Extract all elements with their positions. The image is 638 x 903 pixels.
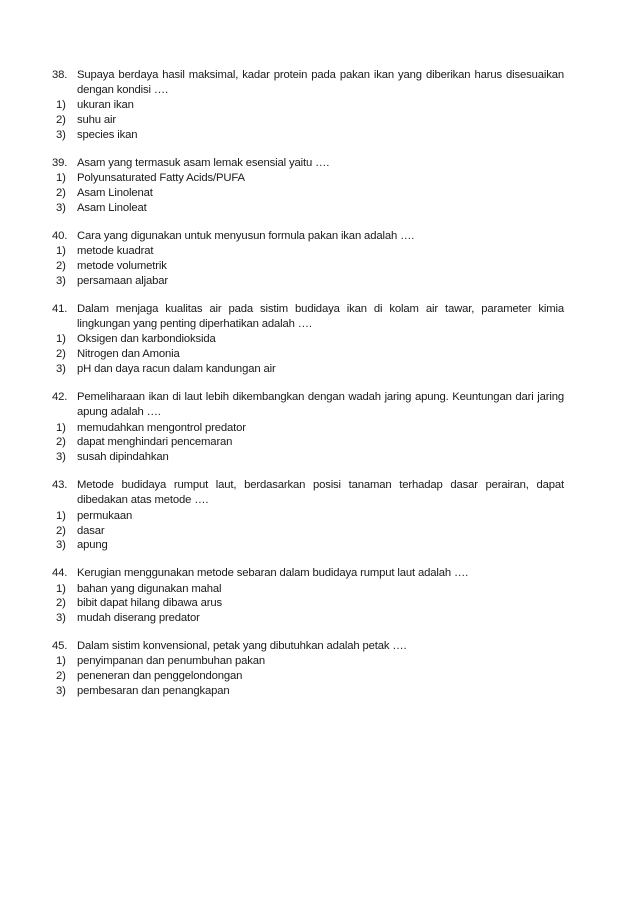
option-text: pH dan daya racun dalam kandungan air xyxy=(77,363,276,376)
option-2 xyxy=(0,347,638,362)
option-2 xyxy=(0,669,638,684)
question-stem xyxy=(0,156,638,171)
option-number: 3) xyxy=(56,612,66,625)
option-text: apung xyxy=(77,539,108,552)
option-1 xyxy=(0,332,638,347)
option-number: 1) xyxy=(56,582,66,595)
option-text: peneneran dan penggelondongan xyxy=(77,670,243,683)
option-text: permukaan xyxy=(77,509,133,522)
option-number: 1) xyxy=(56,333,66,346)
option-text: metode kuadrat xyxy=(77,245,154,258)
option-text: penyimpanan dan penumbuhan pakan xyxy=(77,655,266,668)
option-number: 3) xyxy=(56,685,66,698)
option-1 xyxy=(0,509,638,524)
option-text: susah dipindahkan xyxy=(77,451,169,464)
question-41 xyxy=(0,302,638,377)
option-3 xyxy=(0,450,638,465)
option-text: bahan yang digunakan mahal xyxy=(77,582,222,595)
option-number: 1) xyxy=(56,509,66,522)
question-42 xyxy=(0,390,638,465)
option-number: 3) xyxy=(56,363,66,376)
question-stem xyxy=(0,302,638,332)
option-text: Polyunsaturated Fatty Acids/PUFA xyxy=(77,172,245,185)
option-2 xyxy=(0,113,638,128)
option-3 xyxy=(0,538,638,553)
question-40 xyxy=(0,229,638,289)
option-3 xyxy=(0,201,638,216)
option-1 xyxy=(0,654,638,669)
question-stem xyxy=(0,478,638,508)
question-text: Supaya berdaya hasil maksimal, kadar protein pada pakan ikan yang diberikan harus disesuaikan dengan kondisi …. xyxy=(77,69,564,97)
option-2 xyxy=(0,259,638,274)
option-number: 2) xyxy=(56,260,66,273)
question-text: Kerugian menggunakan metode sebaran dalam budidaya rumput laut adalah …. xyxy=(77,567,469,580)
question-text: Cara yang digunakan untuk menyusun formula pakan ikan adalah …. xyxy=(77,230,415,243)
option-number: 3) xyxy=(56,451,66,464)
option-number: 3) xyxy=(56,202,66,215)
option-number: 2) xyxy=(56,436,66,449)
question-stem xyxy=(0,566,638,581)
question-39 xyxy=(0,156,638,216)
option-2 xyxy=(0,596,638,611)
option-text: bibit dapat hilang dibawa arus xyxy=(77,597,222,610)
option-text: Nitrogen dan Amonia xyxy=(77,348,180,361)
option-number: 2) xyxy=(56,597,66,610)
question-number: 43. xyxy=(52,479,68,492)
option-number: 2) xyxy=(56,348,66,361)
question-text: Asam yang termasuk asam lemak esensial yaitu …. xyxy=(77,157,330,170)
option-2 xyxy=(0,524,638,539)
question-text: Dalam menjaga kualitas air pada sistim budidaya ikan di kolam air tawar, parameter kimia lingkungan yang penting diperhatikan adalah …. xyxy=(77,302,564,331)
question-number: 40. xyxy=(52,230,68,243)
question-number: 45. xyxy=(52,640,68,653)
question-number: 38. xyxy=(52,69,68,81)
option-number: 2) xyxy=(56,187,66,200)
question-45 xyxy=(0,639,638,699)
option-text: dasar xyxy=(77,524,105,537)
question-number: 42. xyxy=(52,391,68,404)
option-text: suhu air xyxy=(77,114,116,127)
option-text: species ikan xyxy=(77,129,138,142)
exam-page xyxy=(0,68,638,712)
question-text: Dalam sistim konvensional, petak yang dibutuhkan adalah petak …. xyxy=(77,640,407,653)
question-stem xyxy=(0,639,638,654)
option-3 xyxy=(0,274,638,289)
question-stem xyxy=(0,390,638,420)
option-number: 2) xyxy=(56,670,66,683)
option-text: persamaan aljabar xyxy=(77,275,169,288)
option-2 xyxy=(0,435,638,450)
question-text: Metode budidaya rumput laut, berdasarkan posisi tanaman terhadap dasar perairan, dapat dibedakan atas metode …. xyxy=(77,479,564,507)
question-number: 39. xyxy=(52,157,68,170)
option-number: 3) xyxy=(56,129,66,142)
option-number: 1) xyxy=(56,172,66,185)
option-number: 1) xyxy=(56,99,66,112)
question-text: Pemeliharaan ikan di laut lebih dikembangkan dengan wadah jaring apung. Keuntungan dari jaring apung adalah …. xyxy=(77,391,564,419)
question-44 xyxy=(0,566,638,626)
option-number: 3) xyxy=(56,275,66,288)
option-text: mudah diserang predator xyxy=(77,612,200,625)
option-number: 3) xyxy=(56,539,66,552)
option-1 xyxy=(0,98,638,113)
option-text: metode volumetrik xyxy=(77,260,167,273)
option-3 xyxy=(0,684,638,699)
option-3 xyxy=(0,611,638,626)
question-43 xyxy=(0,478,638,553)
option-number: 2) xyxy=(56,114,66,127)
option-text: dapat menghindari pencemaran xyxy=(77,436,233,449)
option-number: 1) xyxy=(56,245,66,258)
option-1 xyxy=(0,582,638,597)
option-3 xyxy=(0,362,638,377)
option-2 xyxy=(0,186,638,201)
option-number: 1) xyxy=(56,655,66,668)
question-number: 41. xyxy=(52,302,68,315)
option-text: ukuran ikan xyxy=(77,99,134,112)
option-1 xyxy=(0,421,638,436)
option-number: 1) xyxy=(56,421,66,434)
question-38 xyxy=(0,68,638,143)
question-stem xyxy=(0,68,638,98)
option-1 xyxy=(0,244,638,259)
option-3 xyxy=(0,128,638,143)
option-text: memudahkan mengontrol predator xyxy=(77,421,246,434)
option-text: pembesaran dan penangkapan xyxy=(77,685,230,698)
question-stem xyxy=(0,229,638,244)
option-1 xyxy=(0,171,638,186)
option-text: Asam Linolenat xyxy=(77,187,153,200)
question-number: 44. xyxy=(52,567,68,580)
option-text: Asam Linoleat xyxy=(77,202,147,215)
option-number: 2) xyxy=(56,524,66,537)
option-text: Oksigen dan karbondioksida xyxy=(77,333,216,346)
